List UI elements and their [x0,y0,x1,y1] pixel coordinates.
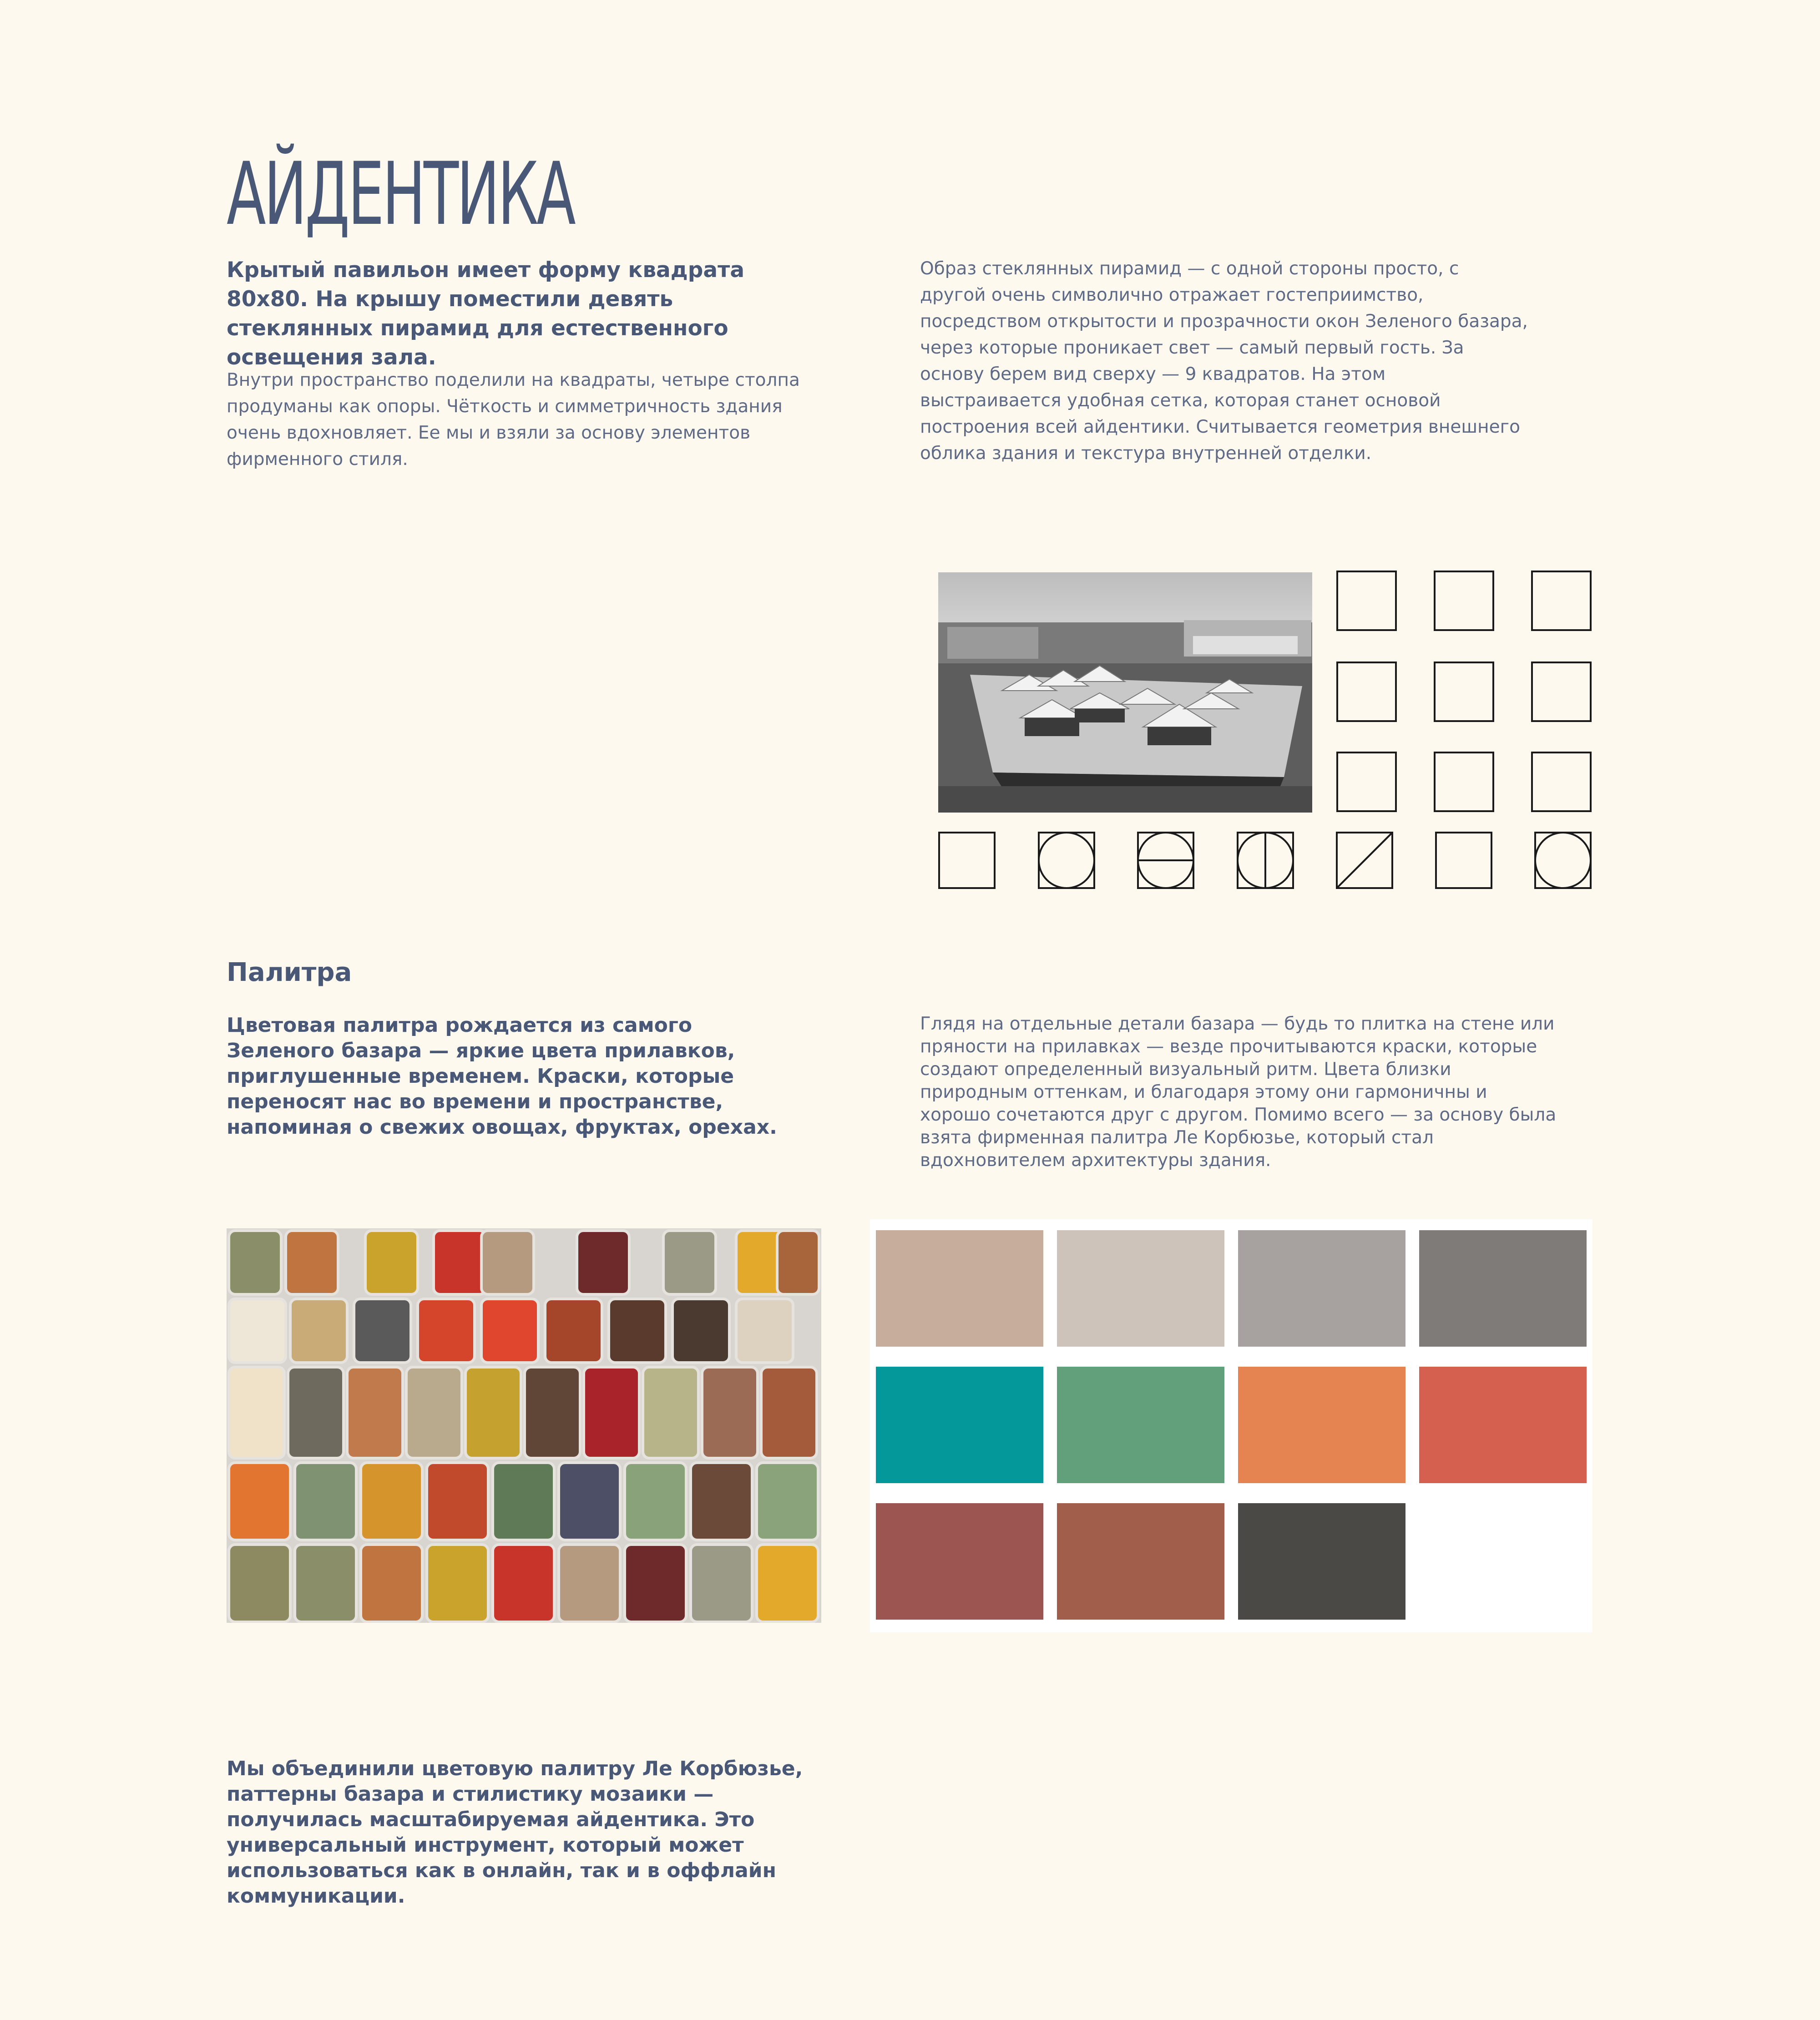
spice-tray [434,1231,486,1294]
color-swatch [876,1367,1043,1483]
grid-square [1531,571,1592,631]
circle-vertical-split-icon [1237,832,1294,889]
spice-tray [365,1231,418,1294]
grid-square [1531,752,1592,812]
spice-tray [577,1231,629,1294]
spice-tray [672,1299,729,1363]
concept-text: Образ стеклянных пирамид — с одной стороны просто, с другой очень символично отражает гостеприимство, посредством открытости и прозрачности окон Зеленого базара, через которые проникает свет — самый первый гость. За основу берем вид сверху — 9 квадратов. На этом выстраивается удобная сетка, которая станет основой построения всей айдентики. Считывается геометрия внешнего облика здания и текстура внутренней отделки. [920,258,1528,464]
square-element-icon [1435,832,1492,889]
spice-tray [609,1299,666,1363]
spice-tray [643,1367,698,1458]
grid-square [1434,662,1494,722]
spice-tray [757,1463,818,1540]
spice-tray [361,1463,422,1540]
spice-tray [229,1367,284,1458]
spice-tray [406,1367,462,1458]
grid-square [1336,662,1397,722]
spice-tray [663,1231,716,1294]
spice-tray [625,1545,686,1622]
intro-lead: Крытый павильон имеет форму квадрата 80х80. На крышу поместили девять стеклянных пирамид для естественного освещения зала. [227,258,745,370]
spice-tray [427,1545,488,1622]
palette-swatches [870,1219,1592,1632]
color-swatch [1419,1230,1587,1347]
spice-tray [757,1545,818,1622]
spice-tray [559,1463,620,1540]
spice-tray [295,1545,356,1622]
color-swatch [1238,1367,1405,1483]
color-swatch [1057,1503,1224,1620]
spice-tray [691,1545,752,1622]
grid-square [1336,571,1397,631]
color-swatch [1238,1230,1405,1347]
circle-horizontal-split-icon [1137,832,1194,889]
spice-tray [427,1463,488,1540]
color-swatch [876,1230,1043,1347]
spice-tray [481,1231,534,1294]
grid-square [1434,571,1494,631]
spice-tray [736,1299,793,1363]
spice-tray [777,1231,819,1294]
spice-tray [761,1367,817,1458]
spice-tray [229,1299,286,1363]
diagonal-split-icon [1336,832,1393,889]
intro-body: Внутри пространство поделили на квадраты, четыре столпа продуманы как опоры. Чёткость и симметричность здания очень вдохновляет. Ее мы и взяли за основу элементов фирменного стиля. [227,370,800,470]
spice-tray [286,1231,338,1294]
spices-photo [227,1228,821,1623]
spice-tray [481,1299,538,1363]
grid-square [1531,662,1592,722]
spice-tray [347,1367,403,1458]
color-swatch [1057,1367,1224,1483]
spice-tray [229,1231,281,1294]
palette-heading: Палитра [227,958,352,987]
circle-element-icon [1038,832,1095,889]
spice-tray [465,1367,521,1458]
palette-lead: Цветовая палитра рождается из самого Зеленого базара — яркие цвета прилавков, приглушенные временем. Краски, которые переносят нас во времени и пространстве, напоминая о свежих овощах, фруктах, орехах. [227,1014,777,1139]
spice-tray [545,1299,602,1363]
color-swatch [876,1503,1043,1620]
grid-square [1434,752,1494,812]
spice-tray [229,1463,290,1540]
palette-body: Глядя на отдельные детали базара — будь то плитка на стене или пряности на прилавках — везде прочитываются краски, которые создают определенный визуальный ритм. Цвета близки природным оттенкам, и благодаря этому они гармоничны и хорошо сочетаются друг с другом. Помимо всего — за основу была взята фирменная палитра Ле Корбюзье, который стал вдохновителем архитектуры здания. [920,1014,1557,1171]
spice-tray [702,1367,758,1458]
spice-tray [559,1545,620,1622]
spice-tray [418,1299,475,1363]
spice-tray [361,1545,422,1622]
spice-tray [290,1299,347,1363]
color-swatch [1057,1230,1224,1347]
spice-tray [625,1463,686,1540]
spice-tray [493,1463,554,1540]
spice-tray [295,1463,356,1540]
spice-tray [229,1545,290,1622]
spice-tray [493,1545,554,1622]
grid-square [1336,752,1397,812]
spice-tray [288,1367,344,1458]
pavilion-photo [938,572,1312,813]
closing-text: Мы объединили цветовую палитру Ле Корбюзье, паттерны базара и стилистику мозаики — получилась масштабируемая айдентика. Это универсальный инструмент, который может использоваться как в онлайн, так и в оффлайн коммуникации. [227,1757,803,1908]
spice-tray [691,1463,752,1540]
square-element-icon [938,832,996,889]
page-title: АЙДЕНТИКА [227,144,574,245]
color-swatch [1419,1367,1587,1483]
spice-tray [354,1299,411,1363]
spice-tray [525,1367,580,1458]
circle-in-square-icon [1534,832,1592,889]
color-swatch [1238,1503,1405,1620]
spice-tray [584,1367,639,1458]
